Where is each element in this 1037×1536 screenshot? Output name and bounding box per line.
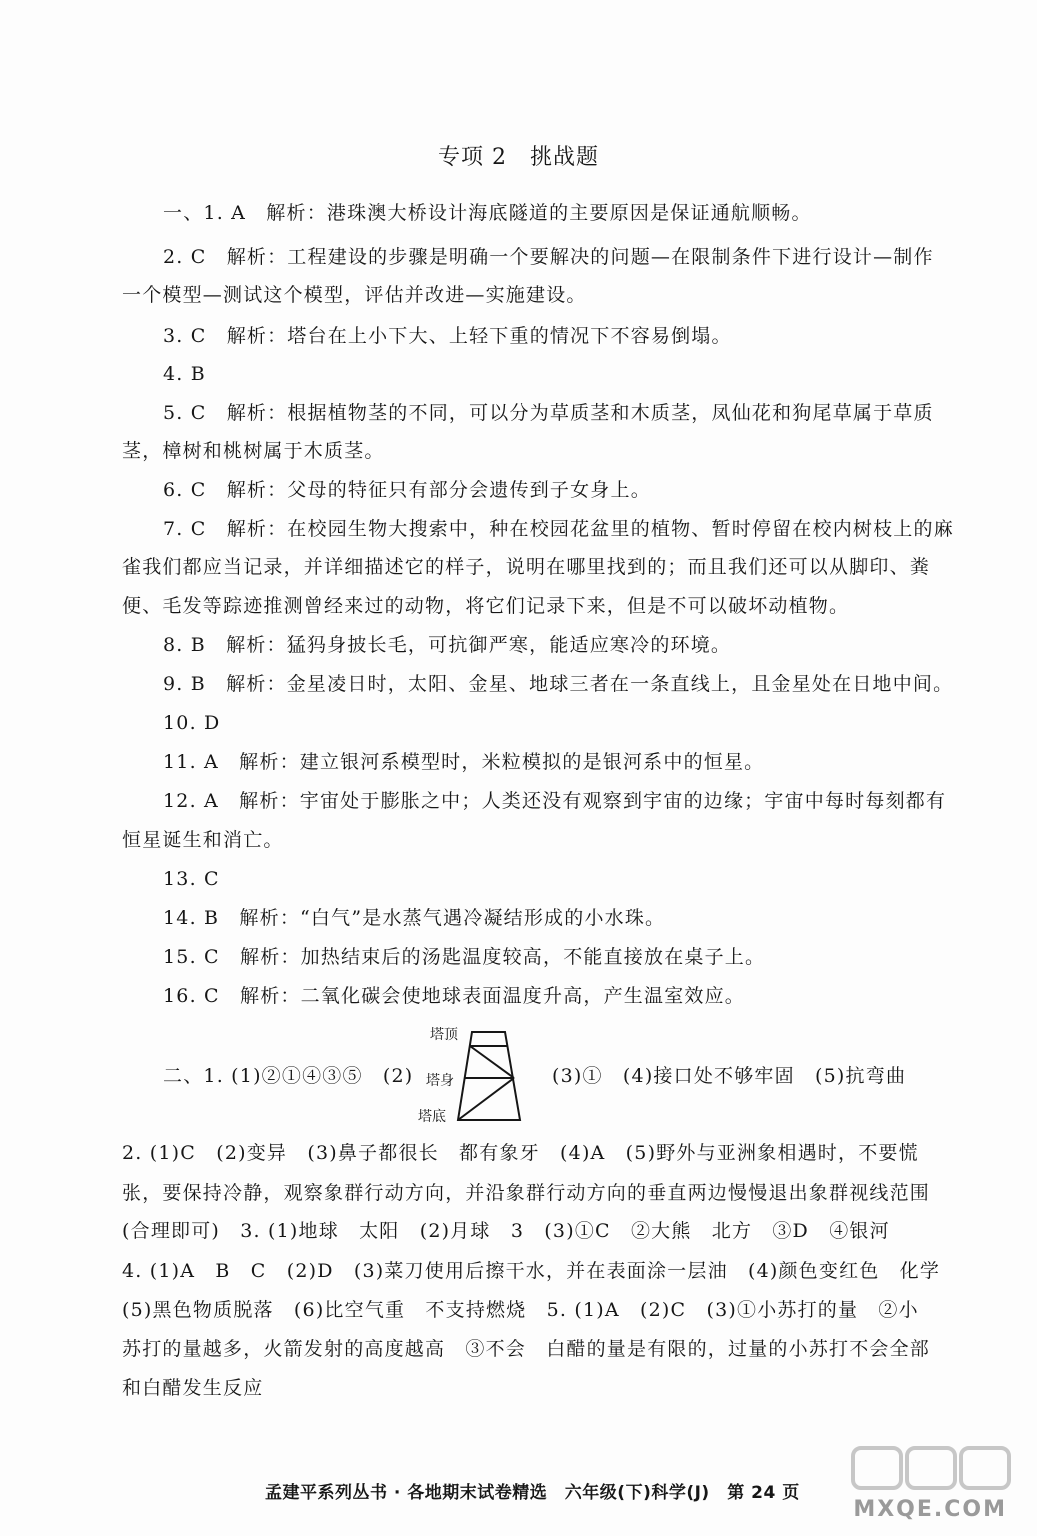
answer-line: 2. C 解析：工程建设的步骤是明确一个要解决的问题—在限制条件下进行设计—制作 — [163, 246, 934, 268]
answer-line: 14. B 解析：“白气”是水蒸气遇冷凝结形成的小水珠。 — [163, 907, 666, 929]
section2-line: 4. (1)A B C (2)D (3)菜刀使用后擦干水，并在表面涂一层油 (4)颜色变红色 化学 — [122, 1260, 941, 1282]
answer-line: 16. C 解析：二氧化碳会使地球表面温度升高，产生温室效应。 — [163, 985, 745, 1007]
answer-line: 7. C 解析：在校园生物大搜索中，种在校园花盆里的植物、暂时停留在校内树枝上的麻 — [163, 518, 954, 540]
answer-line: 一、1. A 解析：港珠澳大桥设计海底隧道的主要原因是保证通航顺畅。 — [163, 202, 812, 224]
answer-line: 5. C 解析：根据植物茎的不同，可以分为草质茎和木质茎，凤仙花和狗尾草属于草质 — [163, 402, 934, 424]
section2-line: (5)黑色物质脱落 (6)比空气重 不支持燃烧 5. (1)A (2)C (3)①小苏打的量 ②小 — [122, 1299, 919, 1321]
answer-line: 茎，樟树和桃树属于木质茎。 — [122, 440, 385, 462]
answer-line: 12. A 解析：宇宙处于膨胀之中；人类还没有观察到宇宙的边缘；宇宙中每时每刻都有 — [163, 790, 947, 812]
answer-line: 4. B — [163, 363, 206, 385]
section2-line: 2. (1)C (2)变异 (3)鼻子都很长 都有象牙 (4)A (5)野外与亚洲象相遇时，不要慌 — [122, 1142, 919, 1164]
diagram-label-top: 塔顶 — [430, 1027, 458, 1043]
page-footer: 孟建平系列丛书 · 各地期末试卷精选 六年级(下)科学(J) 第 24 页 — [265, 1483, 800, 1503]
answer-line: 6. C 解析：父母的特征只有部分会遗传到子女身上。 — [163, 479, 651, 501]
answer-line: 雀我们都应当记录，并详细描述它的样子，说明在哪里找到的；而且我们还可以从脚印、粪 — [122, 556, 931, 578]
answer-line: 8. B 解析：猛犸身披长毛，可抗御严寒，能适应寒冷的环境。 — [163, 634, 732, 656]
diagram-label-middle: 塔身 — [426, 1073, 454, 1089]
section2-line: 张，要保持冷静，观察象群行动方向，并沿象群行动方向的垂直两边慢慢退出象群视线范围 — [122, 1182, 931, 1204]
section2-q1-left: 二、1. (1)②①④③⑤ (2) — [163, 1065, 414, 1087]
answer-line: 一个模型—测试这个模型，评估并改进—实施建设。 — [122, 284, 587, 306]
answer-line: 15. C 解析：加热结束后的汤匙温度较高，不能直接放在桌子上。 — [163, 946, 766, 968]
diagram-label-bottom: 塔底 — [418, 1109, 446, 1125]
section2-q1-right: (3)① (4)接口处不够牢固 (5)抗弯曲 — [552, 1065, 907, 1087]
answer-line: 便、毛发等踪迹推测曾经来过的动物，将它们记录下来，但是不可以破坏动植物。 — [122, 595, 850, 617]
answer-line: 恒星诞生和消亡。 — [122, 829, 284, 851]
tower-diagram — [410, 1026, 540, 1126]
section2-line: (合理即可) 3. (1)地球 太阳 (2)月球 3 (3)①C ②大熊 北方 ③D ④银河 — [122, 1220, 890, 1242]
answer-line: 9. B 解析：金星凌日时，太阳、金星、地球三者在一条直线上，且金星处在日地中间。 — [163, 673, 954, 695]
answer-line: 10. D — [163, 712, 221, 734]
watermark-text: MXQE.COM — [853, 1497, 1007, 1522]
answer-line: 13. C — [163, 868, 220, 890]
section2-line: 苏打的量越多，火箭发射的高度越高 ③不会 白醋的量是有限的，过量的小苏打不会全部 — [122, 1338, 931, 1360]
section2-line: 和白醋发生反应 — [122, 1377, 264, 1399]
answer-line: 11. A 解析：建立银河系模型时，米粒模拟的是银河系中的恒星。 — [163, 751, 765, 773]
answer-line: 3. C 解析：塔台在上小下大、上轻下重的情况下不容易倒塌。 — [163, 325, 732, 347]
page-title: 专项 2 挑战题 — [438, 145, 599, 170]
